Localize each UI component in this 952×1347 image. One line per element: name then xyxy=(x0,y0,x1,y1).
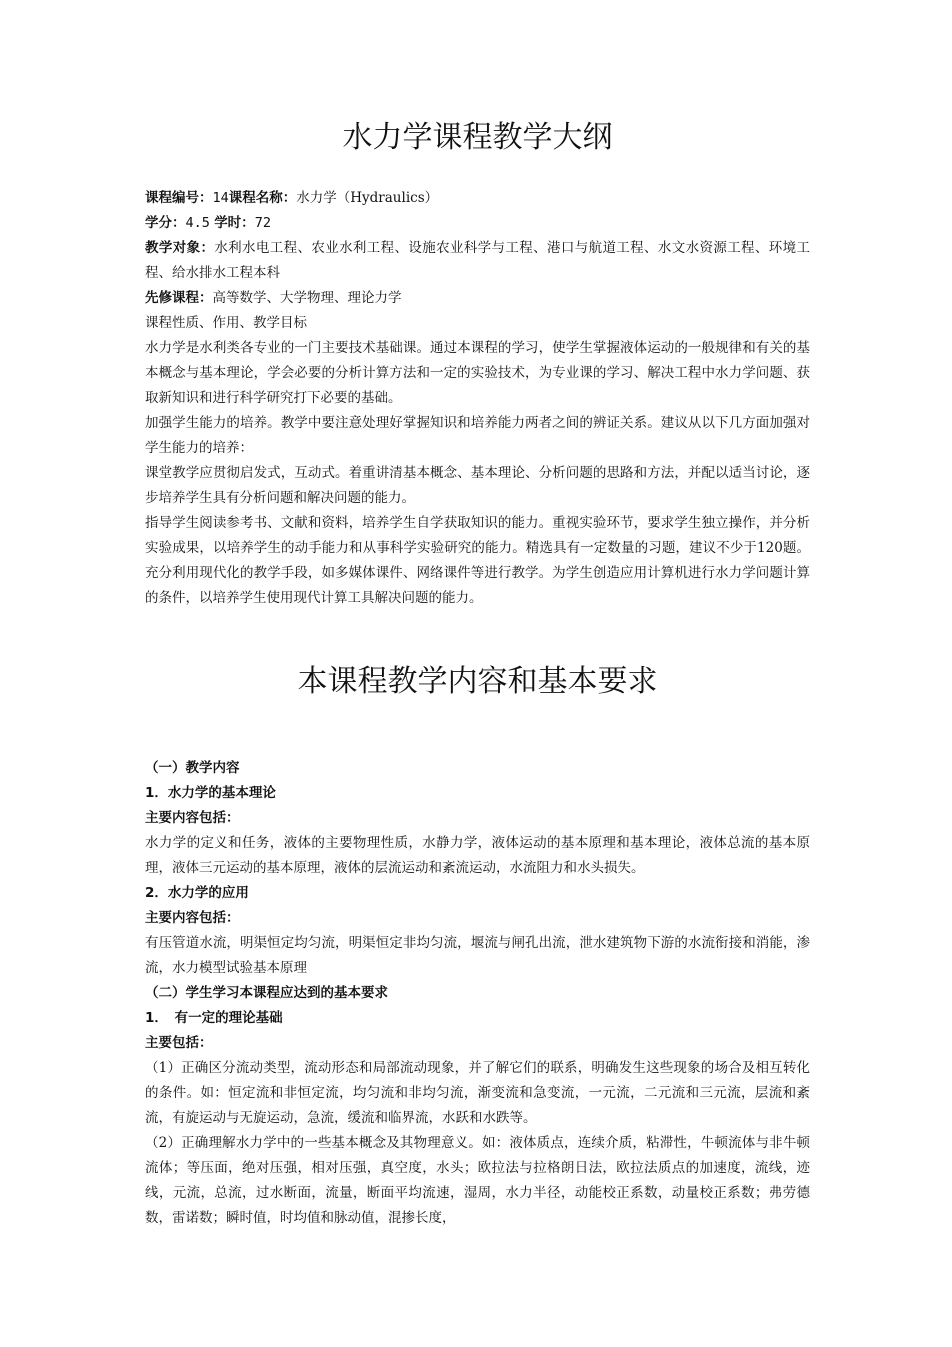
item-1-heading: 1．水力学的基本理论 xyxy=(145,785,276,801)
meta-line-prereq xyxy=(145,286,810,311)
item-2-label: 主要内容包括： xyxy=(145,910,240,926)
intro-paragraph-3: 课堂教学应贯彻启发式，互动式。着重讲清基本概念、基本理论、分析问题的思路和方法，并配以适当讨论，逐步培养学生具有分析问题和解决问题的能力。 xyxy=(145,465,810,506)
meta-line-target xyxy=(145,236,810,286)
intro-heading: 课程性质、作用、教学目标 xyxy=(145,315,307,331)
credit-value: 4.5 xyxy=(185,215,210,231)
item-1-label: 主要内容包括： xyxy=(145,810,240,826)
content-section xyxy=(145,756,810,1231)
requirement-1-heading: 1． 有一定的理论基础 xyxy=(145,1010,283,1026)
meta-line-course xyxy=(145,186,810,211)
course-meta xyxy=(145,186,810,611)
item-1-text: 水力学的定义和任务，液体的主要物理性质，水静力学，液体运动的基本原理和基本理论，液体总流的基本原理，液体三元运动的基本原理，液体的层流运动和紊流运动，水流阻力和水头损失。 xyxy=(145,835,810,876)
hours-label: 学时： xyxy=(214,215,255,231)
prereq-label: 先修课程： xyxy=(145,290,213,306)
intro-paragraph-1: 水力学是水利类各专业的一门主要技术基础课。通过本课程的学习，使学生掌握液体运动的一般规律和有关的基本概念与基本理论，学会必要的分析计算方法和一定的实验技术，为专业课的学习、解决工程中水力学问题、获取新知识和进行科学研究打下必要的基础。 xyxy=(145,340,810,406)
target-label: 教学对象： xyxy=(145,240,215,256)
part-2-heading: （二）学生学习本课程应达到的基本要求 xyxy=(145,985,388,1001)
requirement-1-paragraph-2: （2）正确理解水力学中的一些基本概念及其物理意义。如：液体质点，连续介质，粘滞性，牛顿流体与非牛顿流体；等压面，绝对压强，相对压强，真空度，水头；欧拉法与拉格朗日法，欧拉法质点的加速度，流线，迹线，元流，总流，过水断面，流量，断面平均流速，湿周，水力半径，动能校正系数，动量校正系数；弗劳德数，雷诺数；瞬时值，时均值和脉动值，混掺长度， xyxy=(145,1135,810,1226)
hours-value: 72 xyxy=(254,215,271,231)
requirement-1-label: 主要包括： xyxy=(145,1035,213,1051)
requirement-1-paragraph-1: （1）正确区分流动类型，流动形态和局部流动现象，并了解它们的联系，明确发生这些现象的场合及相互转化的条件。如：恒定流和非恒定流，均匀流和非均匀流，渐变流和急变流，一元流，二元流和三元流，层流和紊流，有旋运动与无旋运动，急流，缓流和临界流，水跃和水跌等。 xyxy=(145,1060,810,1126)
item-2-heading: 2．水力学的应用 xyxy=(145,885,249,901)
meta-line-credit xyxy=(145,211,810,236)
course-no-label: 课程编号： xyxy=(145,190,213,206)
course-name: 水力学（Hydraulics） xyxy=(296,190,439,206)
part-1-heading: （一）教学内容 xyxy=(145,760,240,776)
intro-paragraph-2: 加强学生能力的培养。教学中要注意处理好掌握知识和培养能力两者之间的辨证关系。建议从以下几方面加强对学生能力的培养： xyxy=(145,415,810,456)
section-title: 本课程教学内容和基本要求 xyxy=(297,664,658,699)
credit-label: 学分： xyxy=(145,215,186,231)
course-no: 14 xyxy=(212,190,229,206)
item-2-text: 有压管道水流，明渠恒定均匀流，明渠恒定非均匀流，堰流与闸孔出流，泄水建筑物下游的水流衔接和消能，渗流，水力模型试验基本原理 xyxy=(145,935,810,976)
document-title: 水力学课程教学大纲 xyxy=(342,120,613,155)
prereq-value: 高等数学、大学物理、理论力学 xyxy=(212,290,402,306)
course-name-label: 课程名称： xyxy=(228,190,297,206)
target-value: 水利水电工程、农业水利工程、设施农业科学与工程、港口与航道工程、水文水资源工程、环境工程、给水排水工程本科 xyxy=(145,240,811,281)
intro-paragraph-4: 指导学生阅读参考书、文献和资料，培养学生自学获取知识的能力。重视实验环节，要求学生独立操作，并分析实验成果，以培养学生的动手能力和从事科学实验研究的能力。精选具有一定数量的习题，建议不少于120题。充分利用现代化的教学手段，如多媒体课件、网络课件等进行教学。为学生创造应用计算机进行水力学问题计算的条件，以培养学生使用现代计算工具解决问题的能力。 xyxy=(145,515,810,606)
